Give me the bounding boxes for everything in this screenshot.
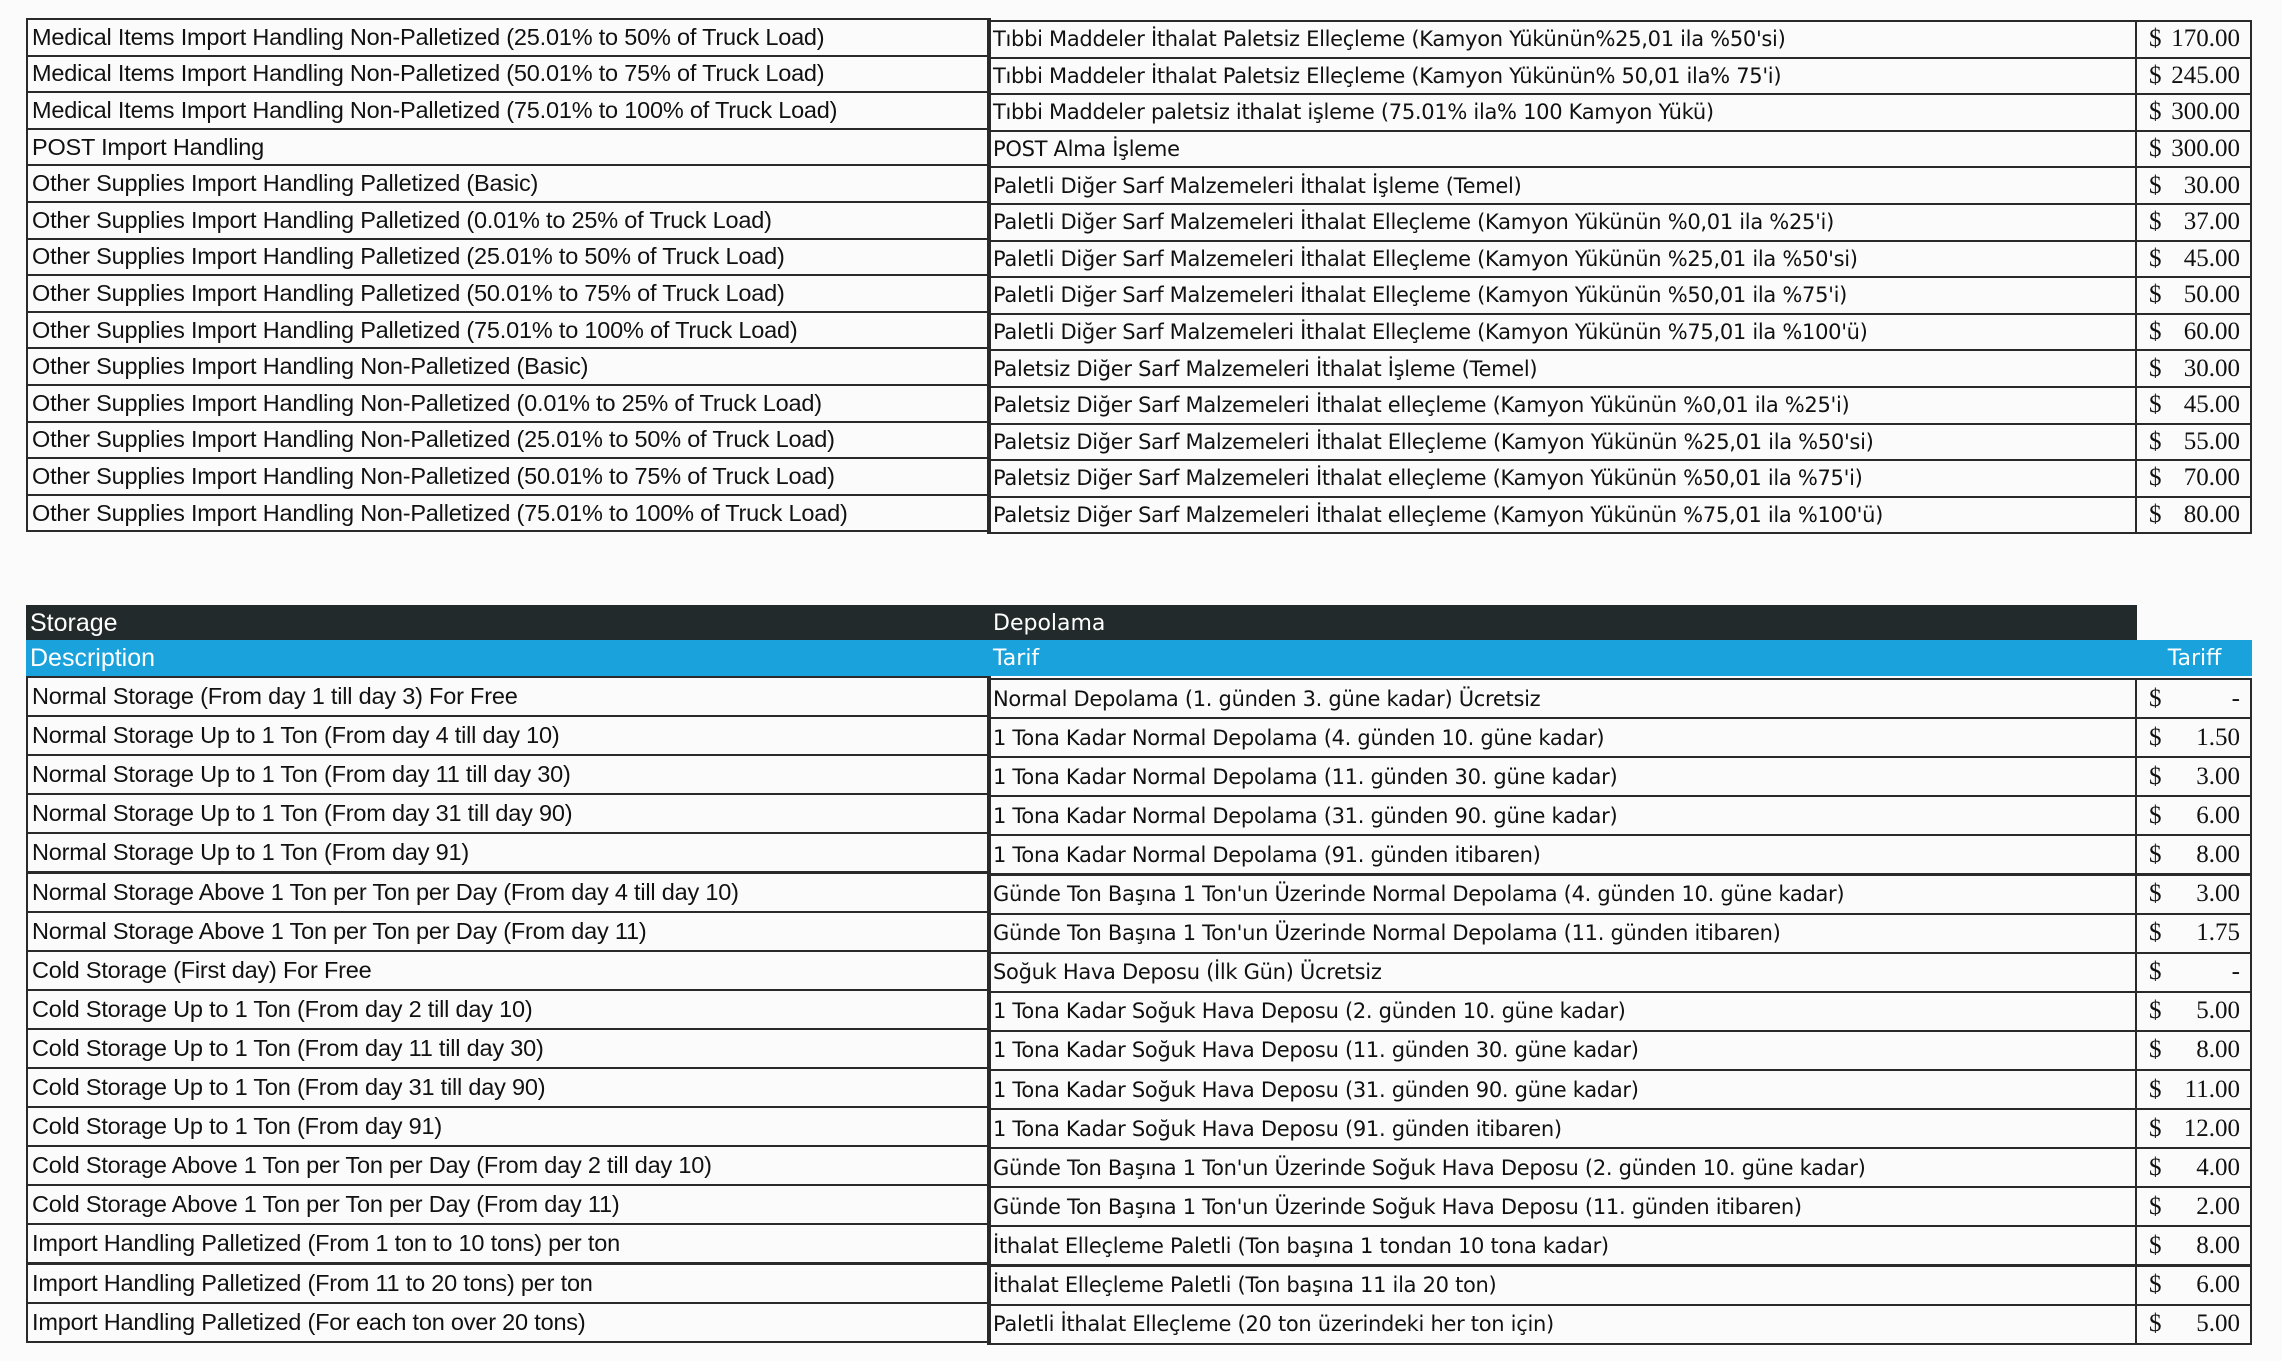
price-cell [2135,952,2252,993]
price-value: 5.00 [2196,1310,2240,1338]
currency-symbol: $ [2149,427,2162,455]
tarif-cell [987,1147,2137,1188]
description-cell [26,1067,991,1108]
tariff-column-header [2137,640,2252,676]
tarif-text: 1 Tona Kadar Soğuk Hava Deposu (91. günden itibaren) [993,1116,1562,1141]
description-text: Other Supplies Import Handling Non-Palletized (50.01% to 75% of Truck Load) [32,462,835,489]
description-cell [26,989,991,1030]
tarif-text: Tıbbi Maddeler paletsiz ithalat işleme (75.01% ila% 100 Kamyon Yükü) [993,100,1714,125]
description-text: Normal Storage (From day 1 till day 3) For Free [32,683,518,710]
description-text: Normal Storage Up to 1 Ton (From day 91) [32,839,469,866]
currency-symbol: $ [2149,723,2162,751]
price-cell [2135,1030,2252,1071]
description-cell [26,832,991,873]
tarif-cell [987,1108,2137,1149]
description-text: Normal Storage Up to 1 Ton (From day 31 till day 90) [32,800,573,827]
description-cell [26,1263,991,1304]
price-cell [2135,874,2252,915]
description-cell [26,911,991,952]
tarif-cell [987,991,2137,1032]
description-cell [26,1302,991,1343]
currency-symbol: $ [2149,997,2162,1025]
tarif-text: Paletsiz Diğer Sarf Malzemeleri İthalat İşleme (Temel) [993,356,1538,381]
description-text: Cold Storage Up to 1 Ton (From day 31 till day 90) [32,1074,546,1101]
description-text: Normal Storage Above 1 Ton per Ton per Day (From day 11) [32,917,647,944]
tarif-text: Günde Ton Başına 1 Ton'un Üzerinde Soğuk Hava Deposu (2. günden 10. güne kadar) [993,1155,1866,1180]
tarif-text: Paletli İthalat Elleçleme (20 ton üzerindeki her ton için) [993,1312,1554,1337]
currency-symbol: $ [2149,840,2162,868]
price-cell [2135,1147,2252,1188]
description-cell [26,715,991,756]
price-cell [2135,166,2252,205]
description-text: Other Supplies Import Handling Palletized (50.01% to 75% of Truck Load) [32,279,785,306]
depolama-section-title: Depolama [993,610,1106,636]
currency-symbol: $ [2149,762,2162,790]
price-value: 245.00 [2171,61,2240,89]
description-cell [26,457,991,496]
price-value: 70.00 [2183,464,2240,492]
price-cell [2135,240,2252,279]
price-value: 6.00 [2196,801,2240,829]
description-text: Other Supplies Import Handling Non-Palletized (Basic) [32,353,589,380]
currency-symbol: $ [2149,98,2162,126]
description-text: Cold Storage Above 1 Ton per Ton per Day (From day 11) [32,1191,620,1218]
price-cell [2135,203,2252,242]
currency-symbol: $ [2149,354,2162,382]
description-text: Cold Storage Up to 1 Ton (From day 2 till day 10) [32,995,533,1022]
tarif-cell [987,913,2137,954]
price-value: 55.00 [2183,427,2240,455]
price-value: 1.75 [2196,919,2240,947]
description-cell [26,1223,991,1264]
tarif-cell [987,1030,2137,1071]
description-cell [26,421,991,460]
currency-symbol: $ [2149,1153,2162,1181]
price-cell [2135,349,2252,388]
tarif-cell [987,57,2137,96]
price-value: 6.00 [2196,1271,2240,1299]
price-value: 2.00 [2196,1192,2240,1220]
currency-symbol: $ [2149,208,2162,236]
tarif-column-header [987,640,2137,676]
description-text: Import Handling Palletized (From 11 to 20 tons) per ton [32,1269,593,1296]
description-text: POST Import Handling [32,133,264,160]
currency-symbol: $ [2149,464,2162,492]
tarif-text: Paletsiz Diğer Sarf Malzemeleri İthalat Elleçleme (Kamyon Yükünün %25,01 ila %50'si) [993,429,1874,454]
tarif-text: 1 Tona Kadar Normal Depolama (31. günden 90. güne kadar) [993,803,1618,828]
description-text: Normal Storage Up to 1 Ton (From day 11 till day 30) [32,761,571,788]
price-value: 8.00 [2196,1036,2240,1064]
price-cell [2135,1069,2252,1110]
storage-section-title: Storage [30,608,118,637]
tarif-cell [987,496,2137,535]
tarif-cell [987,166,2137,205]
tarif-text: 1 Tona Kadar Normal Depolama (11. günden 30. güne kadar) [993,764,1618,789]
description-text: Other Supplies Import Handling Non-Palletized (0.01% to 25% of Truck Load) [32,389,822,416]
tarif-text: 1 Tona Kadar Normal Depolama (91. günden itibaren) [993,842,1541,867]
tarif-text: Paletli Diğer Sarf Malzemeleri İthalat Elleçleme (Kamyon Yükünün %50,01 ila %75'i) [993,283,1848,308]
price-value: 30.00 [2183,171,2240,199]
currency-symbol: $ [2149,1231,2162,1259]
price-cell [2135,1108,2252,1149]
description-header-label: Description [30,643,156,672]
price-cell [2135,386,2252,425]
price-cell [2135,834,2252,875]
price-value: 8.00 [2196,1231,2240,1259]
tarif-text: Paletsiz Diğer Sarf Malzemeleri İthalat elleçleme (Kamyon Yükünün %75,01 ila %100'ü) [993,503,1884,528]
tarif-cell [987,874,2137,915]
currency-symbol: $ [2149,1075,2162,1103]
price-cell [2135,1186,2252,1227]
tarif-text: 1 Tona Kadar Soğuk Hava Deposu (11. günden 30. güne kadar) [993,1038,1639,1063]
tarif-text: Soğuk Hava Deposu (İlk Gün) Ücretsiz [993,960,1382,985]
tarif-text: Paletsiz Diğer Sarf Malzemeleri İthalat elleçleme (Kamyon Yükünün %50,01 ila %75'i) [993,466,1863,491]
depolama-section-header [987,605,2137,641]
currency-symbol: $ [2149,919,2162,947]
description-cell [26,55,991,94]
tarif-text: Günde Ton Başına 1 Ton'un Üzerinde Soğuk Hava Deposu (11. günden itibaren) [993,1194,1802,1219]
description-text: Other Supplies Import Handling Palletized (0.01% to 25% of Truck Load) [32,206,772,233]
description-text: Other Supplies Import Handling Non-Palletized (25.01% to 50% of Truck Load) [32,426,835,453]
currency-symbol: $ [2149,1310,2162,1338]
currency-symbol: $ [2149,318,2162,346]
description-text: Normal Storage Above 1 Ton per Ton per Day (From day 4 till day 10) [32,878,739,905]
price-cell [2135,130,2252,169]
description-cell [26,494,991,533]
price-value: 1.50 [2196,723,2240,751]
description-cell [26,1145,991,1186]
currency-symbol: $ [2149,391,2162,419]
description-cell [26,384,991,423]
tarif-text: Günde Ton Başına 1 Ton'un Üzerinde Normal Depolama (11. günden itibaren) [993,921,1781,946]
currency-symbol: $ [2149,958,2162,986]
description-cell [26,201,991,240]
price-value: 45.00 [2183,391,2240,419]
currency-symbol: $ [2149,135,2162,163]
price-value: 45.00 [2183,244,2240,272]
currency-symbol: $ [2149,801,2162,829]
tarif-cell [987,93,2137,132]
description-cell [26,311,991,350]
price-value: 37.00 [2183,208,2240,236]
price-value: 3.00 [2196,880,2240,908]
description-text: Other Supplies Import Handling Palletized (75.01% to 100% of Truck Load) [32,316,798,343]
price-cell [2135,1304,2252,1345]
description-text: Import Handling Palletized (From 1 ton to 10 tons) per ton [32,1230,620,1257]
price-cell [2135,276,2252,315]
price-value: 12.00 [2183,1114,2240,1142]
price-cell [2135,991,2252,1032]
currency-symbol: $ [2149,281,2162,309]
tariff-header-label: Tariff [2167,645,2222,671]
description-cell [26,1028,991,1069]
description-text: Cold Storage Above 1 Ton per Ton per Day (From day 2 till day 10) [32,1152,712,1179]
description-cell [26,793,991,834]
tarif-cell [987,1265,2137,1306]
tarif-text: 1 Tona Kadar Soğuk Hava Deposu (2. günden 10. güne kadar) [993,999,1626,1024]
description-text: Cold Storage Up to 1 Ton (From day 11 till day 30) [32,1034,544,1061]
currency-symbol: $ [2149,25,2162,53]
currency-symbol: $ [2149,1271,2162,1299]
tarif-cell [987,1069,2137,1110]
price-value: 3.00 [2196,762,2240,790]
price-value: 8.00 [2196,840,2240,868]
currency-symbol: $ [2149,1192,2162,1220]
price-value: 4.00 [2196,1153,2240,1181]
tarif-text: Paletsiz Diğer Sarf Malzemeleri İthalat elleçleme (Kamyon Yükünün %0,01 ila %25'i) [993,393,1850,418]
price-cell [2135,795,2252,836]
price-cell [2135,423,2252,462]
description-cell [26,128,991,167]
price-cell [2135,1225,2252,1266]
tarif-text: Tıbbi Maddeler İthalat Paletsiz Elleçleme (Kamyon Yükünün% 50,01 ila% 75'i) [993,63,1782,88]
tarif-cell [987,203,2137,242]
tarif-cell [987,313,2137,352]
tarif-text: Paletli Diğer Sarf Malzemeleri İthalat Elleçleme (Kamyon Yükünün %25,01 ila %50'si) [993,246,1858,271]
tarif-cell [987,459,2137,498]
description-cell [26,347,991,386]
tarif-cell [987,952,2137,993]
tarif-header-label: Tarif [993,645,1040,671]
description-cell [26,1184,991,1225]
tarif-cell [987,349,2137,388]
currency-symbol: $ [2149,171,2162,199]
price-cell [2135,1265,2252,1306]
tarif-cell [987,1304,2137,1345]
description-cell [26,238,991,277]
description-cell [26,18,991,57]
currency-symbol: $ [2149,1036,2162,1064]
price-value: 300.00 [2171,98,2240,126]
currency-symbol: $ [2149,501,2162,529]
tarif-text: İthalat Elleçleme Paletli (Ton başına 11 ila 20 ton) [993,1273,1497,1298]
tarif-text: Paletli Diğer Sarf Malzemeleri İthalat Elleçleme (Kamyon Yükünün %0,01 ila %25'i) [993,210,1834,235]
description-cell [26,872,991,913]
currency-symbol: $ [2149,684,2162,712]
tarif-cell [987,20,2137,59]
price-cell [2135,717,2252,758]
description-text: Cold Storage Up to 1 Ton (From day 91) [32,1113,442,1140]
description-text: Other Supplies Import Handling Non-Palletized (75.01% to 100% of Truck Load) [32,499,848,526]
price-value: - [2231,684,2240,712]
description-cell [26,91,991,130]
price-value: 11.00 [2184,1075,2240,1103]
price-value: 300.00 [2171,135,2240,163]
currency-symbol: $ [2149,61,2162,89]
price-cell [2135,93,2252,132]
price-value: 5.00 [2196,997,2240,1025]
price-cell [2135,57,2252,96]
tarif-cell [987,276,2137,315]
price-cell [2135,496,2252,535]
tarif-cell [987,678,2137,719]
tarif-cell [987,386,2137,425]
price-cell [2135,20,2252,59]
tarif-cell [987,240,2137,279]
tarif-text: Paletli Diğer Sarf Malzemeleri İthalat Elleçleme (Kamyon Yükünün %75,01 ila %100'ü) [993,320,1868,345]
price-value: 50.00 [2183,281,2240,309]
currency-symbol: $ [2149,244,2162,272]
price-value: 80.00 [2183,501,2240,529]
tarif-cell [987,795,2137,836]
price-value: 60.00 [2183,318,2240,346]
tarif-text: Paletli Diğer Sarf Malzemeleri İthalat İşleme (Temel) [993,173,1522,198]
tarif-cell [987,130,2137,169]
description-text: Medical Items Import Handling Non-Palletized (25.01% to 50% of Truck Load) [32,23,825,50]
price-cell [2135,756,2252,797]
tarif-cell [987,756,2137,797]
currency-symbol: $ [2149,880,2162,908]
tarif-cell [987,1186,2137,1227]
description-text: Medical Items Import Handling Non-Palletized (50.01% to 75% of Truck Load) [32,60,825,87]
price-value: 170.00 [2171,25,2240,53]
storage-section-header [26,605,998,641]
description-text: Medical Items Import Handling Non-Palletized (75.01% to 100% of Truck Load) [32,96,838,123]
tarif-cell [987,717,2137,758]
description-text: Other Supplies Import Handling Palletized (25.01% to 50% of Truck Load) [32,243,785,270]
tarif-cell [987,423,2137,462]
description-column-header [26,640,998,676]
tarif-cell [987,834,2137,875]
description-text: Import Handling Palletized (For each ton over 20 tons) [32,1308,586,1335]
price-value: - [2231,958,2240,986]
tarif-text: POST Alma İşleme [993,137,1180,162]
description-cell [26,274,991,313]
description-text: Cold Storage (First day) For Free [32,956,372,983]
tarif-cell [987,1225,2137,1266]
tarif-text: 1 Tona Kadar Normal Depolama (4. günden 10. güne kadar) [993,725,1605,750]
tarif-text: İthalat Elleçleme Paletli (Ton başına 1 tondan 10 tona kadar) [993,1233,1609,1258]
description-cell [26,676,991,717]
tarif-text: Normal Depolama (1. günden 3. güne kadar) Ücretsiz [993,686,1541,711]
price-cell [2135,678,2252,719]
tarif-text: 1 Tona Kadar Soğuk Hava Deposu (31. günden 90. güne kadar) [993,1077,1639,1102]
description-text: Normal Storage Up to 1 Ton (From day 4 till day 10) [32,722,560,749]
description-cell [26,1106,991,1147]
price-value: 30.00 [2183,354,2240,382]
description-cell [26,164,991,203]
currency-symbol: $ [2149,1114,2162,1142]
description-cell [26,754,991,795]
price-cell [2135,313,2252,352]
price-cell [2135,459,2252,498]
tarif-text: Tıbbi Maddeler İthalat Paletsiz Elleçleme (Kamyon Yükünün%25,01 ila %50'si) [993,27,1786,52]
description-text: Other Supplies Import Handling Palletized (Basic) [32,170,539,197]
price-cell [2135,913,2252,954]
tarif-text: Günde Ton Başına 1 Ton'un Üzerinde Normal Depolama (4. günden 10. güne kadar) [993,882,1845,907]
description-cell [26,950,991,991]
